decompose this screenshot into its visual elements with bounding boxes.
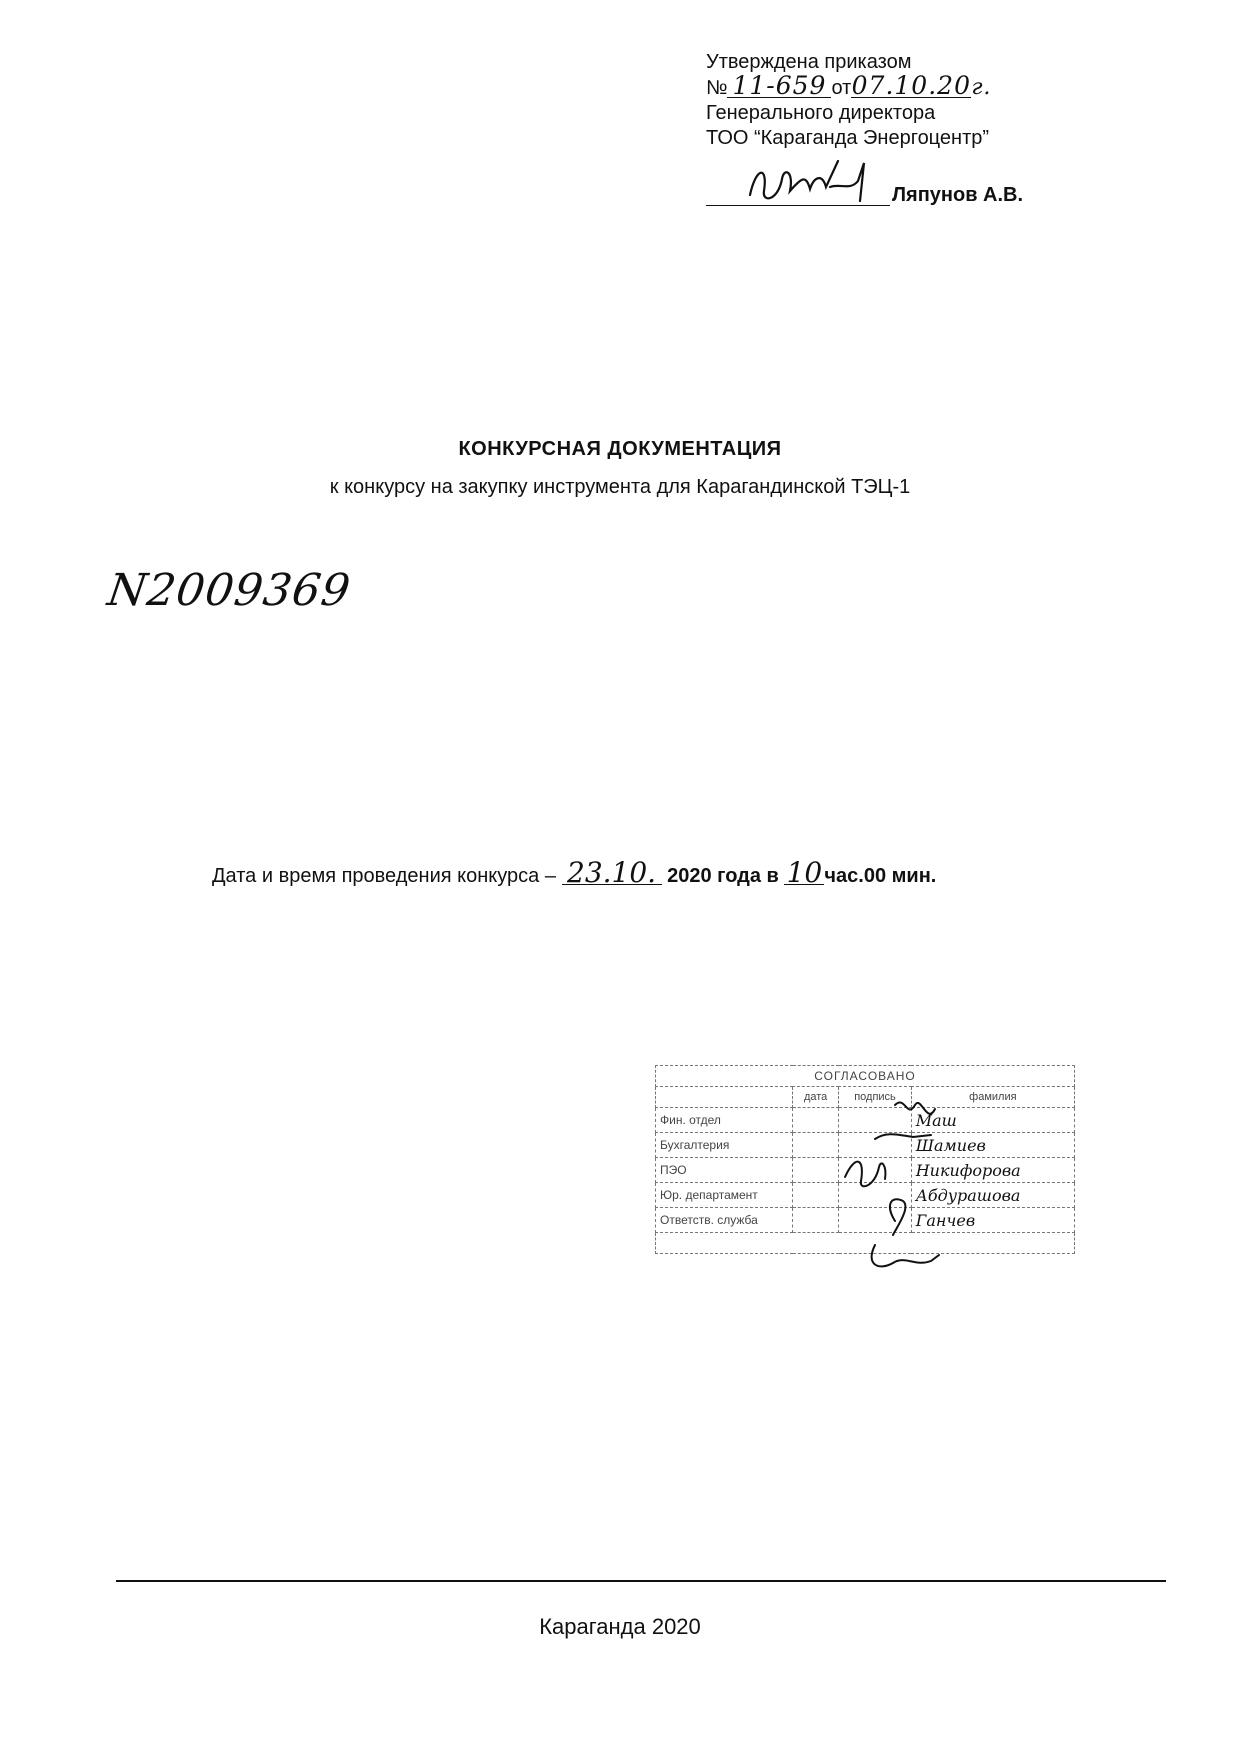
footer-place-year: Караганда 2020 xyxy=(539,1614,701,1639)
stamp-signature-cell xyxy=(839,1158,911,1183)
stamp-bottom-row xyxy=(656,1233,1075,1254)
director-signature-row xyxy=(706,175,1046,209)
stamp-col-date: дата xyxy=(793,1087,839,1108)
stamp-signature-cell xyxy=(839,1208,911,1233)
tender-day-month: 23.10. xyxy=(562,862,662,885)
date-prefix: от xyxy=(831,77,852,99)
date-line-prefix: Дата и время проведения конкурса – xyxy=(212,865,556,887)
tender-hour: 10 xyxy=(784,862,824,885)
stamp-date-cell xyxy=(793,1108,839,1133)
stamp-date-cell xyxy=(793,1133,839,1158)
stamp-row xyxy=(656,1108,1075,1133)
director-name: Ляпунов А.В. xyxy=(892,184,1024,206)
tender-time-suffix: час.00 мин. xyxy=(824,865,937,887)
stamp-row xyxy=(656,1133,1075,1158)
stamp-department: Бухгалтерия xyxy=(656,1133,793,1158)
stamp-department: Ответств. служба xyxy=(656,1208,793,1233)
stamp-signature-cell xyxy=(839,1108,911,1133)
stamp-title: СОГЛАСОВАНО xyxy=(656,1066,1075,1087)
signature-line xyxy=(706,205,890,206)
document-title: КОНКУРСНАЯ ДОКУМЕНТАЦИЯ xyxy=(458,438,782,460)
stamp-row xyxy=(656,1158,1075,1183)
stamp-department: Юр. департамент xyxy=(656,1183,793,1208)
stamp-col-surname: фамилия xyxy=(911,1087,1074,1108)
stamp-date-cell xyxy=(793,1158,839,1183)
stamp-signature-cell xyxy=(839,1183,911,1208)
director-signature xyxy=(742,157,882,212)
stamp-department: Фин. отдел xyxy=(656,1108,793,1133)
approval-stamp xyxy=(655,1065,1075,1254)
tender-date-line xyxy=(212,856,937,889)
stamp-col-signature: подпись xyxy=(839,1087,911,1108)
stamp-surname: Ганчев xyxy=(911,1208,1074,1233)
order-date: 07.10.20 xyxy=(851,71,971,100)
approval-block xyxy=(706,50,991,151)
stamp-surname: Маш xyxy=(911,1108,1074,1133)
order-number: 11-659 xyxy=(727,75,831,98)
stamp-date-cell xyxy=(793,1183,839,1208)
approval-stamp-table xyxy=(655,1065,1075,1254)
stamp-date-cell xyxy=(793,1208,839,1233)
handwritten-document-number: N2009369 xyxy=(104,565,355,616)
stamp-surname: Шамиев xyxy=(911,1133,1074,1158)
year-suffix: г. xyxy=(971,75,992,100)
stamp-department: ПЭО xyxy=(656,1158,793,1183)
stamp-surname: Никифорова xyxy=(911,1158,1074,1183)
approver-position: Генерального директора xyxy=(706,102,936,124)
stamp-surname: Абдурашова xyxy=(911,1183,1074,1208)
order-reference xyxy=(706,71,992,101)
stamp-signature-cell xyxy=(839,1133,911,1158)
company-name: ТОО “Караганда Энергоцентр” xyxy=(706,127,990,149)
stamp-row xyxy=(656,1183,1075,1208)
stamp-row xyxy=(656,1208,1075,1233)
stamp-col-department xyxy=(656,1087,793,1108)
approval-heading: Утверждена приказом xyxy=(706,51,912,73)
footer-rule xyxy=(116,1580,1166,1582)
tender-year-text: 2020 года в xyxy=(667,865,779,887)
number-prefix: № xyxy=(706,77,728,99)
document-subtitle: к конкурсу на закупку инструмента для Карагандинской ТЭЦ-1 xyxy=(329,476,911,498)
